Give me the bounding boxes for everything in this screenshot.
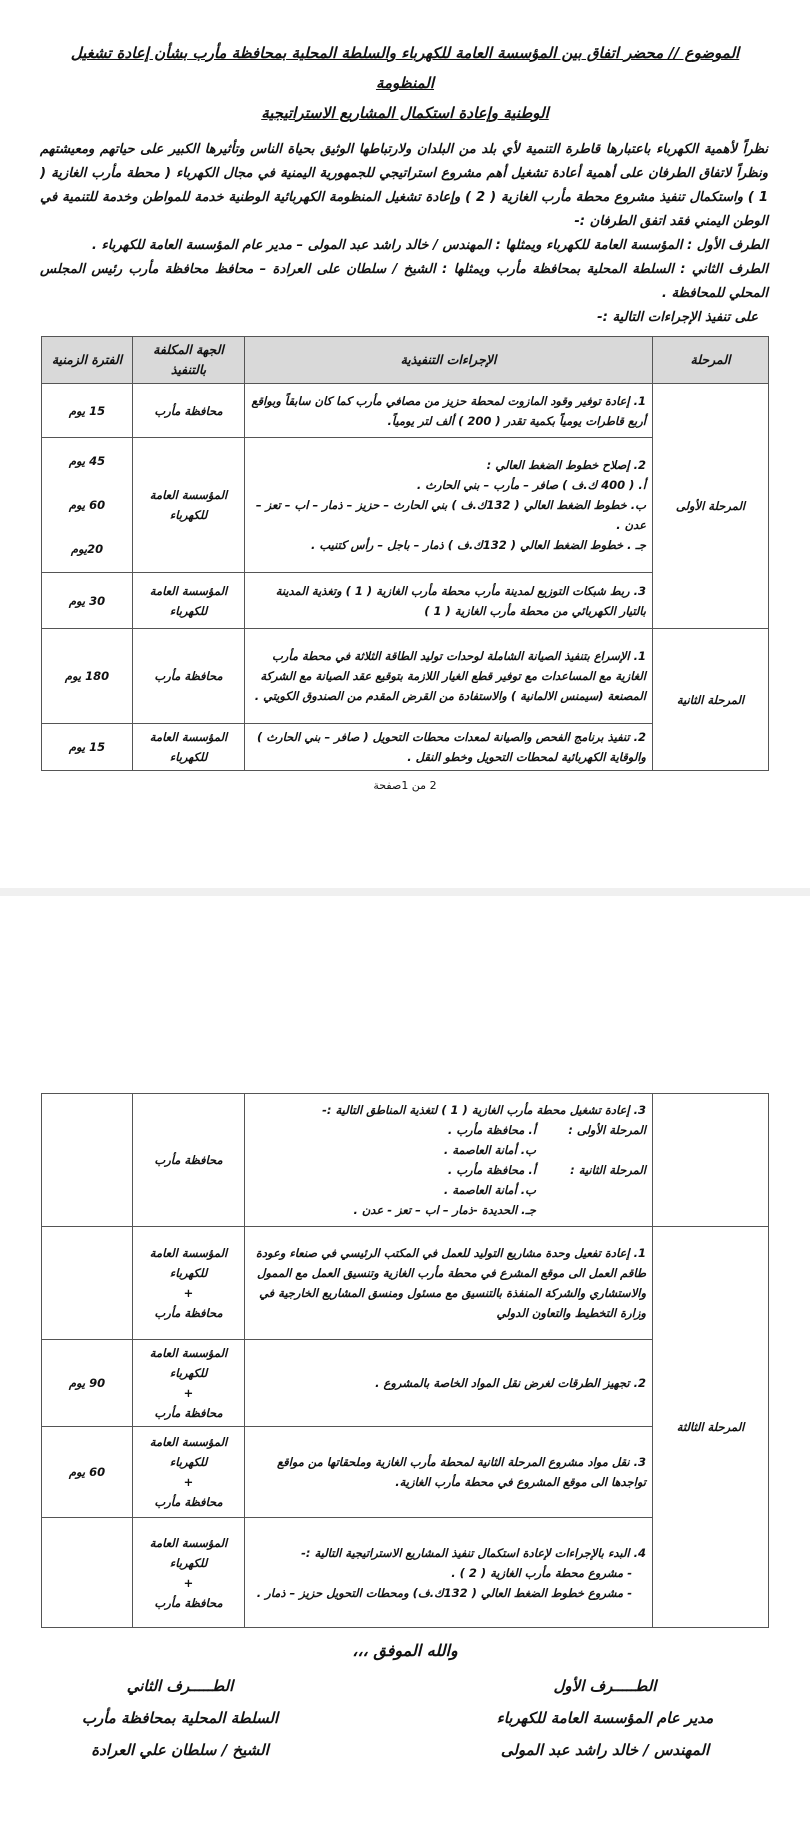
document-title	[40, 38, 770, 128]
second-party: الطرف الثاني : السلطة المحلية بمحافظة مأرب ويمثلها : الشيخ / سلطان على العرادة – محافظ محافظة مأرب رئيس المجلس المحلي للمحافظة .	[40, 262, 768, 301]
header-period: الفترة الزمنية	[42, 337, 133, 384]
header-actions: الإجراءات التنفيذية	[245, 337, 653, 384]
signature-role: السلطة المحلية بمحافظة مأرب	[81, 1709, 279, 1727]
period-cell: 15 يوم	[42, 384, 133, 438]
signatures	[30, 1670, 770, 1766]
subphase-label: المرحلة الثانية :	[570, 1163, 646, 1177]
period-cell	[42, 1227, 133, 1340]
action-cell: 3. نقل مواد مشروع المرحلة الثانية لمحطة مأرب الغازية وملحقاتها من مواقع تواجدها الى موقع المشروع في محطة مأرب الغازية.	[245, 1427, 653, 1518]
signature-title: الطـــــرف الثاني	[126, 1677, 234, 1695]
entity-cell: محافظة مأرب	[133, 1094, 245, 1227]
entity-b: محافظة مأرب	[154, 1406, 223, 1420]
entity-b: محافظة مأرب	[154, 1595, 223, 1610]
action-cell	[245, 1518, 653, 1628]
phase-cell: المرحلة الثالثة	[653, 1227, 769, 1628]
subphase-item: أ. محافظة مأرب .	[447, 1163, 536, 1177]
period-a: 45 يوم	[68, 454, 106, 468]
period-cell: 90 يوم	[42, 1340, 133, 1427]
action-subitem: جـ . خطوط الضغط العالي ( 132ك.ف ) ذمار – باجل – رأس كتنيب .	[311, 538, 646, 552]
plus-sign: +	[183, 1575, 194, 1590]
table-header-row	[42, 337, 769, 384]
period-cell: 180 يوم	[42, 629, 133, 724]
page-divider	[0, 888, 810, 896]
entity-cell	[133, 1518, 245, 1628]
action-cell	[245, 438, 653, 573]
action-text: 3. إعادة تشغيل محطة مأرب الغازية ( 1 ) لتغذية المناطق التالية :-	[322, 1103, 646, 1117]
second-party-signature	[30, 1670, 330, 1766]
actions-table-page1	[41, 336, 769, 771]
entity-cell	[133, 1227, 245, 1340]
entity-cell: المؤسسة العامة للكهرباء	[133, 724, 245, 771]
closing-phrase: والله الموفق ،،،	[352, 1641, 458, 1660]
action-cell	[245, 1094, 653, 1227]
subphase-item: ب. أمانة العاصمة .	[443, 1183, 536, 1197]
period-cell: 15 يوم	[42, 724, 133, 771]
plus-sign: +	[183, 1475, 194, 1489]
action-cell: 2. تجهيز الطرقات لغرض نقل المواد الخاصة بالمشروع .	[245, 1340, 653, 1427]
action-cell: 1. إعادة تفعيل وحدة مشاريع التوليد للعمل في المكتب الرئيسي في صنعاء وعودة طاقم العمل الى موقع المشرع في محطة مأرب الغازية وتنسيق العمل مع الممول والاستشاري والشركة المنفذة بالتنسيق مع مسئول ومنسق المشاريع الخارجية في وزارة التخطيط والتعاون الدولي	[245, 1227, 653, 1340]
period-cell	[42, 1518, 133, 1628]
subphase-label: المرحلة الأولى :	[568, 1123, 646, 1137]
table-row	[42, 384, 769, 438]
action-bullet: - مشروع خطوط الضغط العالي ( 132ك.ف) ومحطات التحويل حزيز – ذمار .	[256, 1585, 632, 1600]
period-cell	[42, 438, 133, 573]
entity-b: محافظة مأرب	[154, 1495, 223, 1509]
action-cell: 3. ربط شبكات التوزيع لمدينة مأرب محطة مأرب الغازية ( 1 ) وتغذية المدينة بالتيار الكهربائي من محطة مأرب الغازية ( 1 )	[245, 573, 653, 629]
entity-a: المؤسسة العامة للكهرباء	[149, 1246, 228, 1280]
entity-cell	[133, 1427, 245, 1518]
action-subitem: أ. ( 400 ك.ف ) صافر – مأرب – بني الحارث .	[416, 478, 646, 492]
period-c: 20يوم	[70, 542, 104, 556]
subphase-item: أ. محافظة مأرب .	[447, 1123, 536, 1137]
entity-cell: محافظة مأرب	[133, 629, 245, 724]
action-cell: 1. إعادة توفير وقود المازوت لمحطة حزيز من مصافي مأرب كما كان سابقاً وبواقع أربع قاطرات يومياً بكمية تقدر ( 200 ) ألف لتر يومياً.	[245, 384, 653, 438]
period-cell: 60 يوم	[42, 1427, 133, 1518]
signature-title: الطـــــرف الأول	[553, 1677, 657, 1695]
entity-a: المؤسسة العامة للكهرباء	[149, 1535, 228, 1570]
page-1	[0, 0, 810, 888]
plus-sign: +	[183, 1386, 194, 1400]
action-bullet: - مشروع محطة مأرب الغازية ( 2 ) .	[451, 1565, 632, 1580]
entity-cell: المؤسسة العامة للكهرباء	[133, 573, 245, 629]
first-party-signature	[440, 1670, 770, 1766]
intro-paragraph: نظراً لأهمية الكهرباء باعتبارها قاطرة التنمية لأي بلد من البلدان ولارتباطها الوثيق بحياة الناس وتأثيرها الكبير على حياتهم ومعيشتهم ونظراً لاتفاق الطرفان على أهمية أعادة تشغيل أهم مشروع استراتيجي للجمهورية اليمنية في مجال الكهرباء ( محطة مأرب الغازية ( 1 ) واستكمال تنفيذ مشروع محطة مأرب الغازية ( 2 ) وإعادة تشغيل المنظومة الكهربائية الوطنية خدمة للمواطن وخدمة للتنمية في الوطن اليمني فقد اتفق الطرفان :-	[40, 142, 768, 229]
action-text: 2. إصلاح خطوط الضغط العالي :	[486, 458, 646, 472]
title-line-2: الوطنية وإعادة استكمال المشاريع الاستراتيجية	[261, 104, 549, 122]
action-subitem: ب. خطوط الضغط العالي ( 132ك.ف ) بني الحارث – حزيز – ذمار – اب – تعز – عدن .	[255, 498, 646, 532]
first-party: الطرف الأول : المؤسسة العامة للكهرباء ويمثلها : المهندس / خالد راشد عبد المولى – مدير عام المؤسسة العامة للكهرباء .	[91, 238, 768, 253]
intro-section	[40, 138, 768, 330]
plus-sign: +	[183, 1286, 194, 1300]
entity-a: المؤسسة العامة للكهرباء	[149, 1435, 228, 1469]
action-cell: 2. تنفيذ برنامج الفحص والصيانة لمعدات محطات التحويل ( صافر – بني الحارث ) والوقاية الكهربائية لمحطات التحويل وخطو النقل .	[245, 724, 653, 771]
signature-name: الشيخ / سلطان علي العرادة	[91, 1741, 269, 1759]
action-subitem	[251, 1160, 646, 1180]
table-row	[42, 1094, 769, 1227]
agree-line: على تنفيذ الإجراءات التالية :-	[597, 310, 758, 325]
entity-cell	[133, 1340, 245, 1427]
subphase-item: ب. أمانة العاصمة .	[443, 1143, 536, 1157]
page-number: 2 من 1صفحة	[373, 779, 437, 792]
phase-cell: المرحلة الثانية	[653, 629, 769, 771]
entity-a: المؤسسة العامة للكهرباء	[149, 1346, 228, 1380]
entity-cell: محافظة مأرب	[133, 384, 245, 438]
header-phase: المرحلة	[653, 337, 769, 384]
table-row	[42, 1227, 769, 1340]
subphase-item: جـ. الحديدة -ذمار – اب – تعز - عدن .	[353, 1203, 536, 1217]
period-cell: 30 يوم	[42, 573, 133, 629]
actions-table-page2	[41, 1093, 769, 1628]
action-cell: 1. الإسراع بتنفيذ الصيانة الشاملة لوحدات توليد الطاقة الثلاثة في محطة مأرب الغازية مع المساعدات مع توفير قطع الغيار اللازمة بتوقيع عقد الصيانة مع الشركة المصنعة (سيمنس الالمانية ) والاستفادة من القرض المقدم من الصندوق الكويتي .	[245, 629, 653, 724]
signature-role: مدير عام المؤسسة العامة للكهرباء	[496, 1709, 714, 1727]
entity-cell: المؤسسة العامة للكهرباء	[133, 438, 245, 573]
period-cell	[42, 1094, 133, 1227]
entity-b: محافظة مأرب	[154, 1306, 223, 1320]
title-line-1: الموضوع // محضر اتفاق بين المؤسسة العامة للكهرباء والسلطة المحلية بمحافظة مأرب بشأن إعادة تشغيل المنظومة	[70, 44, 740, 92]
action-text: 4. البدء بالإجراءات لإعادة استكمال تنفيذ المشاريع الاستراتيجية التالية :-	[301, 1545, 646, 1560]
header-entity: الجهة المكلفة بالتنفيذ	[133, 337, 245, 384]
phase-cell-empty	[653, 1094, 769, 1227]
period-b: 60 يوم	[68, 498, 106, 512]
page-2	[0, 896, 810, 1806]
action-subitem	[251, 1120, 646, 1140]
table-row	[42, 629, 769, 724]
signature-name: المهندس / خالد راشد عبد المولى	[500, 1741, 710, 1759]
phase-cell: المرحلة الأولى	[653, 384, 769, 629]
